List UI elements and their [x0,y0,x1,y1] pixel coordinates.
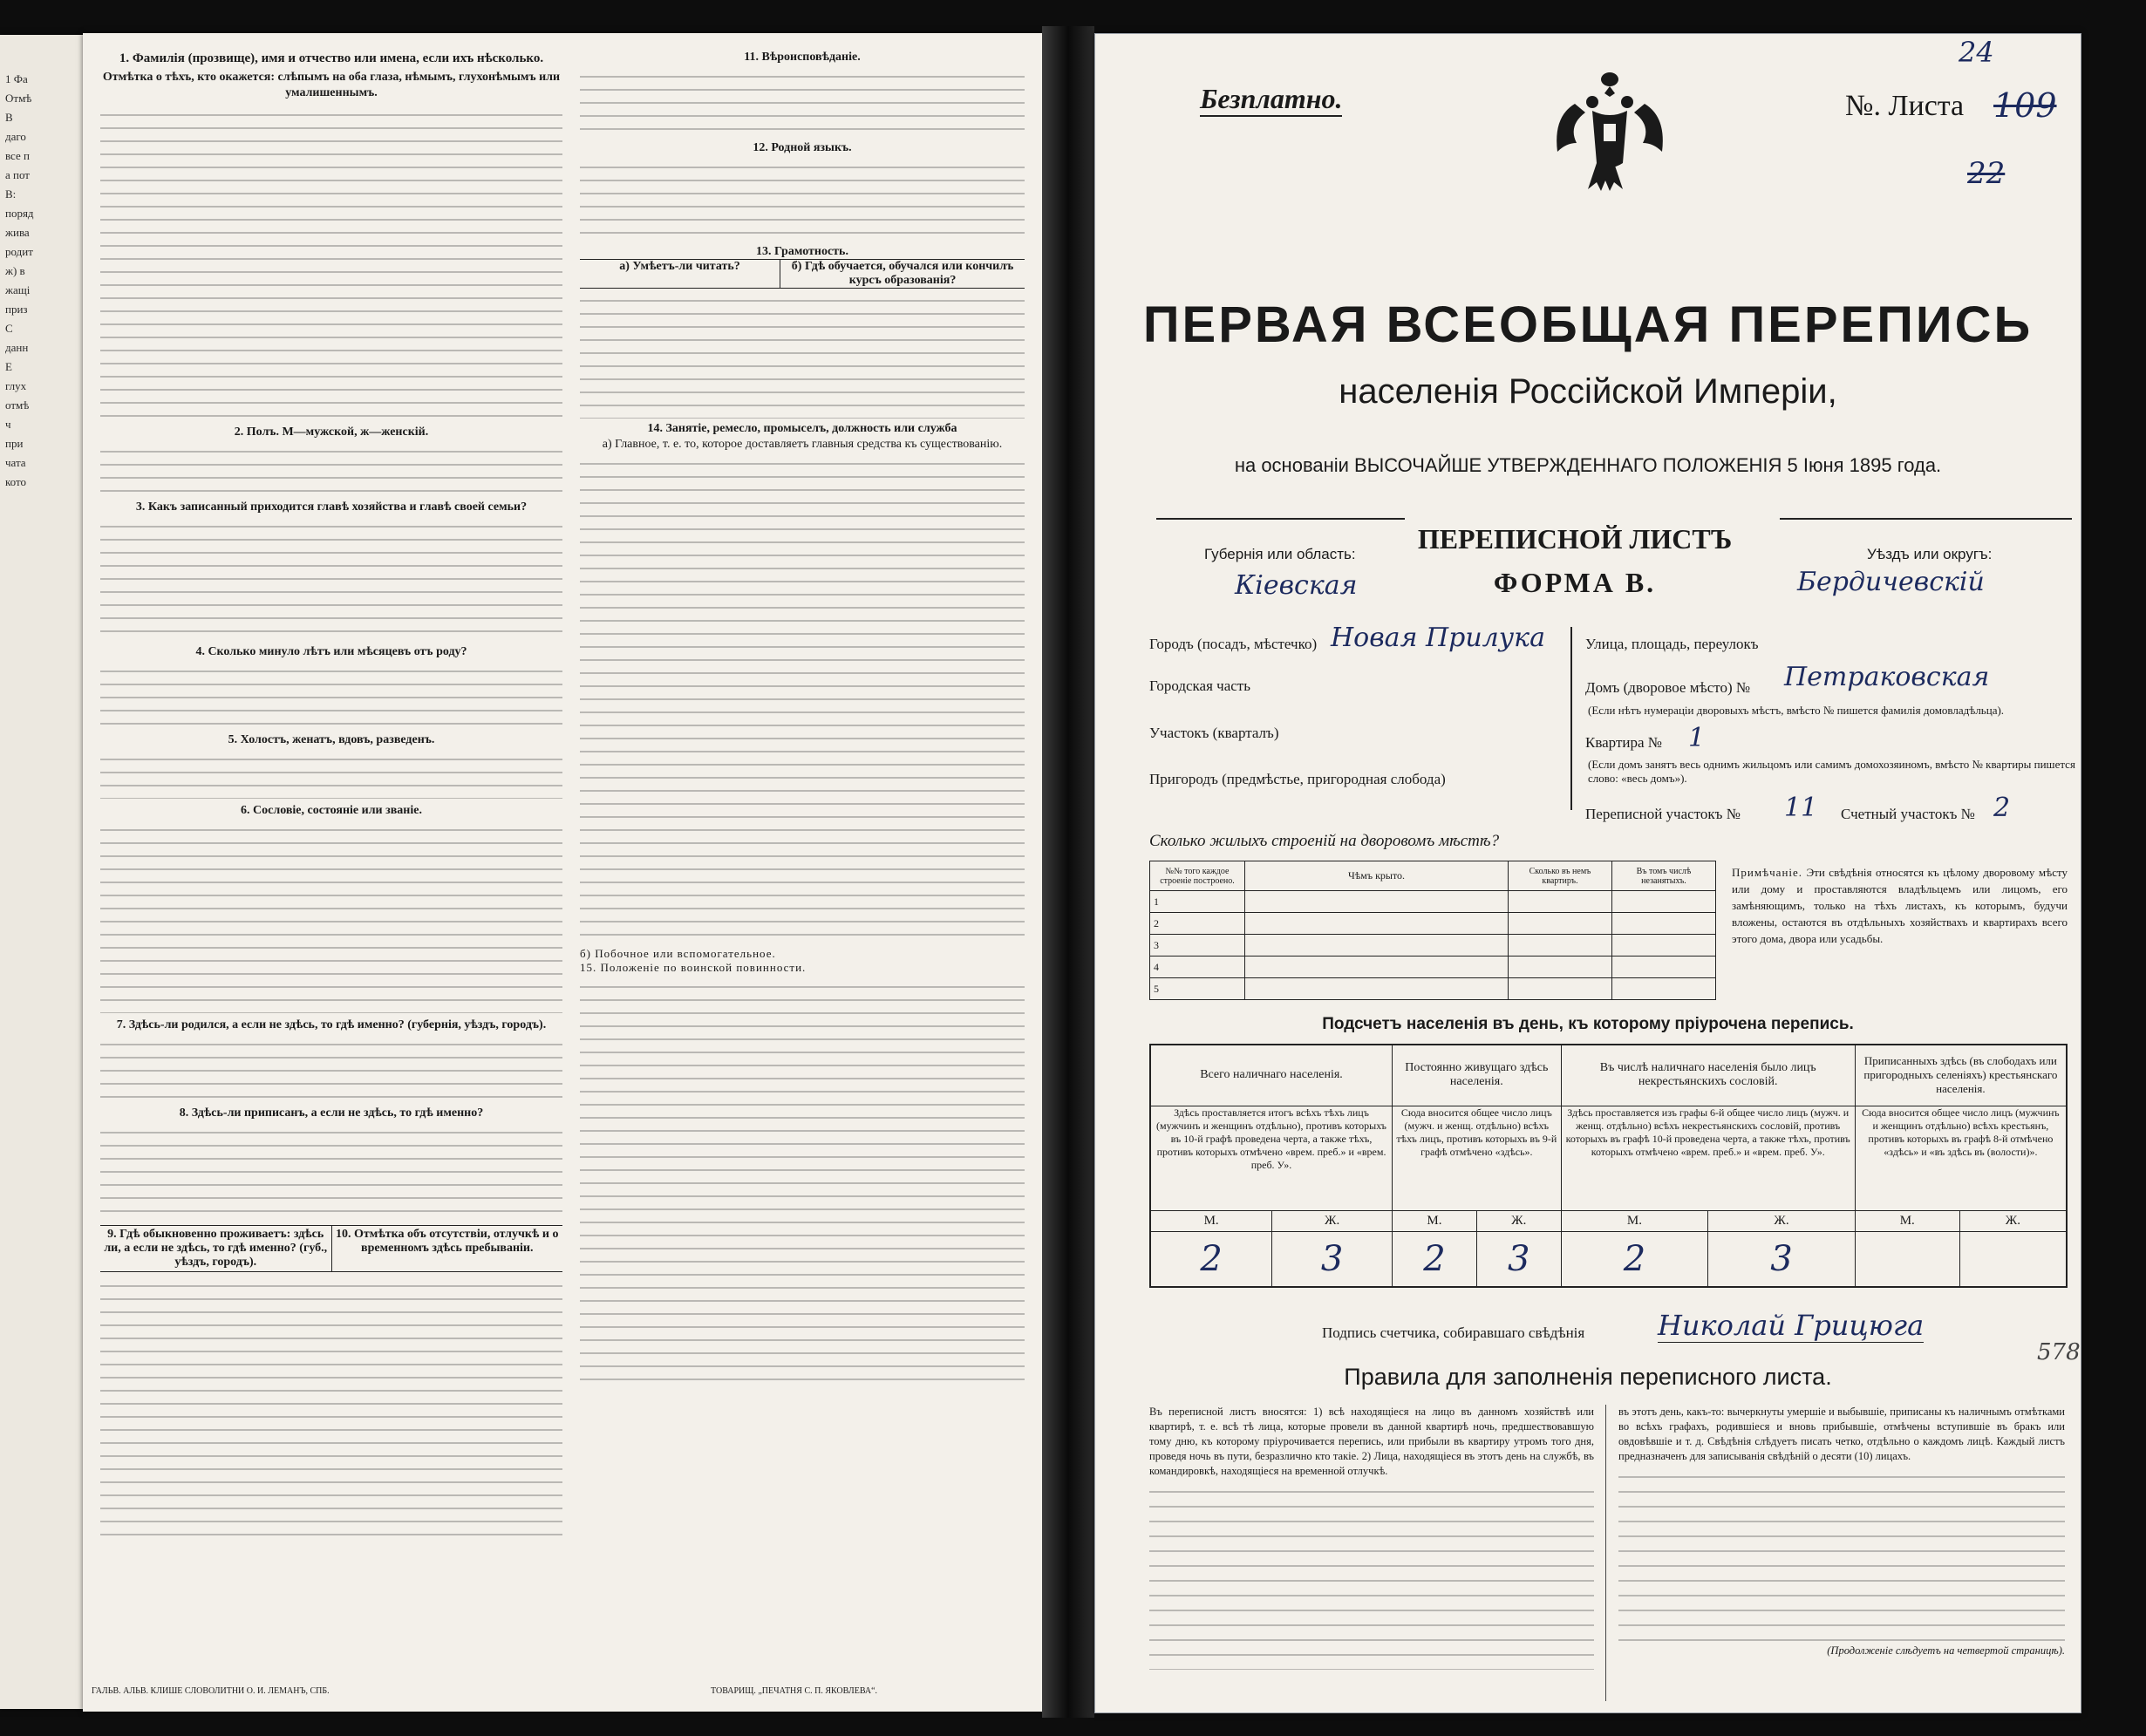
form-subtitle: ФОРМА В. [1493,567,1657,598]
sheet-number-label: №. Листа [1845,90,1965,122]
section-9-10-text [100,1277,562,1539]
perepis-uchastok-value: 11 [1784,793,1818,823]
count-value [1959,1231,2067,1287]
count-value: 3 [1476,1231,1561,1287]
footer-right: ТОВАРИЩ. „ПЕЧАТНЯ С. П. ЯКОВЛЕВА“. [711,1686,878,1696]
section-14a: а) Главное, т. е. то, которое доставляетъ главныя средства къ существованію. [602,438,1003,451]
uchastok-label: Участокъ (кварталъ) [1149,725,1279,741]
note-title: Примѣчаніе. [1732,866,1803,879]
sex-label: М. [1855,1210,1959,1231]
sex-label: М. [1150,1210,1272,1231]
section-1-subtitle: Отмѣтка о тѣхъ, кто окажется: слѣпымъ на оба глаза, нѣмымъ, глухонѣмымъ или умалишеннымъ. [102,71,561,99]
sex-label: Ж. [1476,1210,1561,1231]
section-11-text [580,68,1025,138]
count-title: Подсчетъ населенія въ день, къ которому пріурочена перепись. [1322,1015,1854,1033]
gorod-chast-label: Городская часть [1149,677,1250,694]
count-header: Въ числѣ наличнаго населенія было лицъ некрестьянскихъ сословій. [1561,1045,1855,1106]
section-12-text [580,159,1025,242]
structures-row-number: 1 [1150,891,1245,913]
free-label: Безплатно. [1200,83,1342,117]
count-description: Здѣсь проставляется итогъ всѣхъ тѣхъ лицъ (мужчинъ и женщинъ отдѣльно), противъ которыхъ въ 10-й графѣ проведена черта, а также тѣхъ, противъ которыхъ отмѣчено «врем. преб.» и «врем. преб. У». [1150,1106,1393,1210]
header-band [1156,518,2072,623]
structures-row-number: 3 [1150,935,1245,957]
section-13a: а) Умѣетъ-ли читать? [580,260,780,288]
note-text: Эти свѣдѣнія относятся къ цѣлому дворовому мѣсту или дому и проставляются владѣльцемъ или лицомъ, его замѣняющимъ, только на тѣхъ листахъ, къ которымъ, будучи вложены, остаются въ отдѣльныхъ хозяйствахъ и квартирахъ всего этого дома, двора или усадьбы. [1732,866,2068,945]
count-description: Здѣсь проставляется изъ графы 6-й общее число лицъ (мужч. и женщ. отдѣльно) всѣхъ некрестьянскихъ сословій, противъ которыхъ въ графѣ 10-й проведена черта, а также тѣхъ, противъ которыхъ отмѣчено «врем. преб.» и «врем. преб. У». [1561,1106,1855,1210]
rules-title: Правила для заполненія переписного листа. [1344,1364,1832,1390]
guberniya-value: Кіевская [1235,570,1358,601]
section-2-text [100,443,562,495]
uezd-box [1780,518,2072,607]
count-value [1855,1231,1959,1287]
instructions-column-2 [580,51,1025,1388]
address-divider [1570,627,1572,810]
rules-column-1 [1149,1405,1594,1670]
previous-page-edge: 1 Фа Отмѣ В даго все п а пот В: поряд жива родит ж) в жащі приз С данн Е глух отмѣ ч при чата кото [0,35,84,1709]
section-9-title: 9. Гдѣ обыкновенно проживаетъ: здѣсь ли, а если не здѣсь, то гдѣ именно? (губ., уѣздъ, городъ). [100,1226,332,1271]
book-spine [1042,26,1094,1718]
section-11-title: 11. Вѣроисповѣданіе. [744,51,861,64]
count-value: 3 [1708,1231,1856,1287]
structures-row-number: 2 [1150,913,1245,935]
sex-label: М. [1393,1210,1477,1231]
sheet-number-corrected: 22 [1967,156,2006,191]
count-header: Всего наличнаго населенія. [1150,1045,1393,1106]
rules-col2-text: въ этотъ день, какъ-то: вычеркнуты умершіе и выбывшіе, приписаны къ наличнымъ отмѣтками во всѣхъ графахъ, родившіеся и вновь прибывшіе, отмѣчены вступившіе въ бракъ или овдовѣвшіе и т. д. Свѣдѣнія слѣдуетъ писать четко, отдѣльно о каждомъ лицѣ. Каждый листъ предназначенъ для записыванія свѣдѣній о десяти (10) лицахъ. [1618,1406,2065,1462]
section-14-text [580,455,1025,943]
section-8-title: 8. Здѣсь-ли приписанъ, а если не здѣсь, то гдѣ именно? [179,1106,484,1120]
section-5-title: 5. Холостъ, женатъ, вдовъ, разведенъ. [228,733,435,746]
section-6-text [100,821,562,1013]
section-13-text [580,292,1025,419]
population-count-table [1149,1044,2068,1288]
dom-note: (Если нѣтъ нумераціи дворовыхъ мѣстъ, вмѣсто № пишется фамилія домовладѣльца). [1588,704,2005,717]
kvartira-label: Квартира № [1585,734,1663,751]
section-15-text [580,978,1025,1388]
section-8-text [100,1124,562,1220]
count-value: 2 [1150,1231,1272,1287]
section-5-text [100,751,562,799]
perepis-uchastok-label: Переписной участокъ № [1585,806,1741,822]
section-13b: б) Гдѣ обучается, обучался или кончилъ курсъ образованія? [791,260,1014,287]
gorod-label: Городъ (посадъ, мѣстечко) [1149,636,1318,652]
count-value: 3 [1272,1231,1393,1287]
count-description: Сюда вносится общее число лицъ (мужч. и женщ. отдѣльно) всѣхъ тѣхъ лицъ, противъ которыхъ въ 9-й графѣ отмѣчено «здѣсь». [1393,1106,1562,1210]
section-10-title: 10. Отмѣтка объ отсутствіи, отлучкѣ и о временномъ здѣсь пребываніи. [336,1228,559,1255]
section-3-title: 3. Какъ записанный приходится главѣ хозяйства и главѣ своей семьи? [135,500,528,514]
section-12-title: 12. Родной языкъ. [753,141,852,154]
sex-label: Ж. [1708,1210,1856,1231]
dom-label: Домъ (дворовое мѣсто) № [1585,679,1751,696]
section-7-title: 7. Здѣсь-ли родился, а если не здѣсь, то гдѣ именно? (губернія, уѣздъ, городъ). [116,1018,547,1031]
imperial-eagle-icon [1549,69,1671,200]
signature-value: Николай Грицюга [1658,1309,1925,1342]
top-handwritten-number: 24 [1959,36,1994,69]
census-form-page [1094,33,2081,1713]
schetny-uchastok-value: 2 [1993,793,2011,823]
count-header: Постоянно живущаго здѣсь населенія. [1393,1045,1562,1106]
section-4-text [100,663,562,728]
structures-question: Сколько жилыхъ строеній на дворовомъ мѣстѣ? [1149,832,1500,850]
guberniya-label: Губернія или область: [1204,546,1356,562]
section-4-title: 4. Сколько минуло лѣтъ или мѣсяцевъ отъ роду? [195,645,467,658]
instructions-column-1 [100,51,562,1539]
schetny-uchastok-label: Счетный участокъ № [1841,806,1975,822]
rules-footer: (Продолженіе слѣдуетъ на четвертой страницѣ). [1827,1644,2065,1657]
section-1-title: 1. Фамилія (прозвище), имя и отчество или имена, если ихъ нѣсколько. [119,51,544,65]
section-15-title: 15. Положеніе по воинской повинности. [580,961,807,974]
section-2-title: 2. Полъ. М—мужской, ж—женскій. [234,425,429,439]
section-14b: б) Побочное или вспомогательное. [580,947,776,960]
structures-header: Чѣмъ крыто. [1245,861,1509,891]
structures-header: №№ того каждое строеніе построено. [1150,861,1245,891]
sex-label: М. [1561,1210,1708,1231]
uezd-value: Бердичевскій [1797,567,1985,597]
section-14-title: 14. Занятіе, ремесло, промыселъ, должность или служба [647,422,957,435]
count-description: Сюда вносится общее число лицъ (мужчинъ и женщинъ отдѣльно) всѣхъ крестьянъ, противъ которыхъ въ графѣ 8-й отмѣчено «здѣсь» и «въ здѣсь въ (волости)». [1855,1106,2067,1210]
section-7-text [100,1036,562,1101]
ulitsa-label: Улица, площадь, переулокъ [1585,636,1759,652]
dom-value: Петраковская [1784,662,1990,692]
prigorod-label: Пригородъ (предмѣстье, пригородная слобода) [1149,771,1446,787]
gorod-value: Новая Прилука [1331,623,1545,653]
rules-col1-continued [1149,1482,1594,1670]
footer-left: ГАЛЬВ. АЛЬВ. КЛИШЕ СЛОВОЛИТНИ О. И. ЛЕМАНЪ, СПБ. [92,1686,330,1696]
count-header: Приписанныхъ здѣсь (въ слободахъ или пригородныхъ селеніяхъ) крестьянскаго населенія. [1855,1045,2067,1106]
side-number: 578 [2037,1339,2081,1365]
count-value: 2 [1561,1231,1708,1287]
structures-table [1149,861,1716,1000]
kvartira-note: (Если домъ занятъ весь однимъ жильцомъ или самимъ домохозяиномъ, вмѣсто № квартиры пишется слово: «весь домъ»). [1588,758,2075,785]
structures-header: Сколько въ немъ квартиръ. [1509,861,1612,891]
uezd-label: Уѣздъ или округъ: [1867,546,1993,562]
count-value: 2 [1393,1231,1477,1287]
section-3-text [100,518,562,640]
legal-basis: на основаніи ВЫСОЧАЙШЕ УТВЕРЖДЕННАГО ПОЛОЖЕНІЯ 5 Іюня 1895 года. [1234,454,1942,476]
guberniya-box [1156,518,1405,607]
note-block [1732,864,2068,947]
subtitle: населенія Россійской Имперіи, [1339,372,1837,411]
structures-row-number: 4 [1150,957,1245,978]
structures-row-number: 5 [1150,978,1245,1000]
signature-label: Подпись счетчика, собиравшаго свѣдѣнія [1322,1324,1585,1341]
main-title: ПЕРВАЯ ВСЕОБЩАЯ ПЕРЕПИСЬ [1142,296,2034,353]
section-13-title: 13. Грамотность. [756,245,848,258]
rules-column-2 [1618,1405,2065,1658]
form-title: ПЕРЕПИСНОЙ ЛИСТЪ [1417,523,1733,555]
sheet-number-value: 109 [1993,86,2057,125]
structures-header: Въ томъ числѣ незанятыхъ. [1612,861,1716,891]
kvartira-value: 1 [1688,723,1706,753]
section-6-title: 6. Сословіе, состояніе или званіе. [241,804,422,817]
sex-label: Ж. [1959,1210,2067,1231]
rules-col2-continued [1618,1467,2065,1642]
sex-label: Ж. [1272,1210,1393,1231]
section-1-text [100,106,562,420]
rules-divider [1605,1405,1606,1701]
instructions-page [83,33,1042,1712]
rules-col1-text: Въ переписной листъ вносятся: 1) всѣ находящіеся на лицо въ данномъ хозяйствѣ или квартирѣ, т. е. всѣ тѣ лица, которые провели въ данной квартирѣ ночь, предшествовавшую тому дню, къ которому пріурочивается перепись, или прибыли въ квартиру утромъ того дня, проведя ночь въ пути, безразлично кто такіе. 2) Лица, находящіеся въ этотъ день на службѣ, въ командировкѣ, находящіеся на временной отлучкѣ. [1149,1406,1594,1477]
